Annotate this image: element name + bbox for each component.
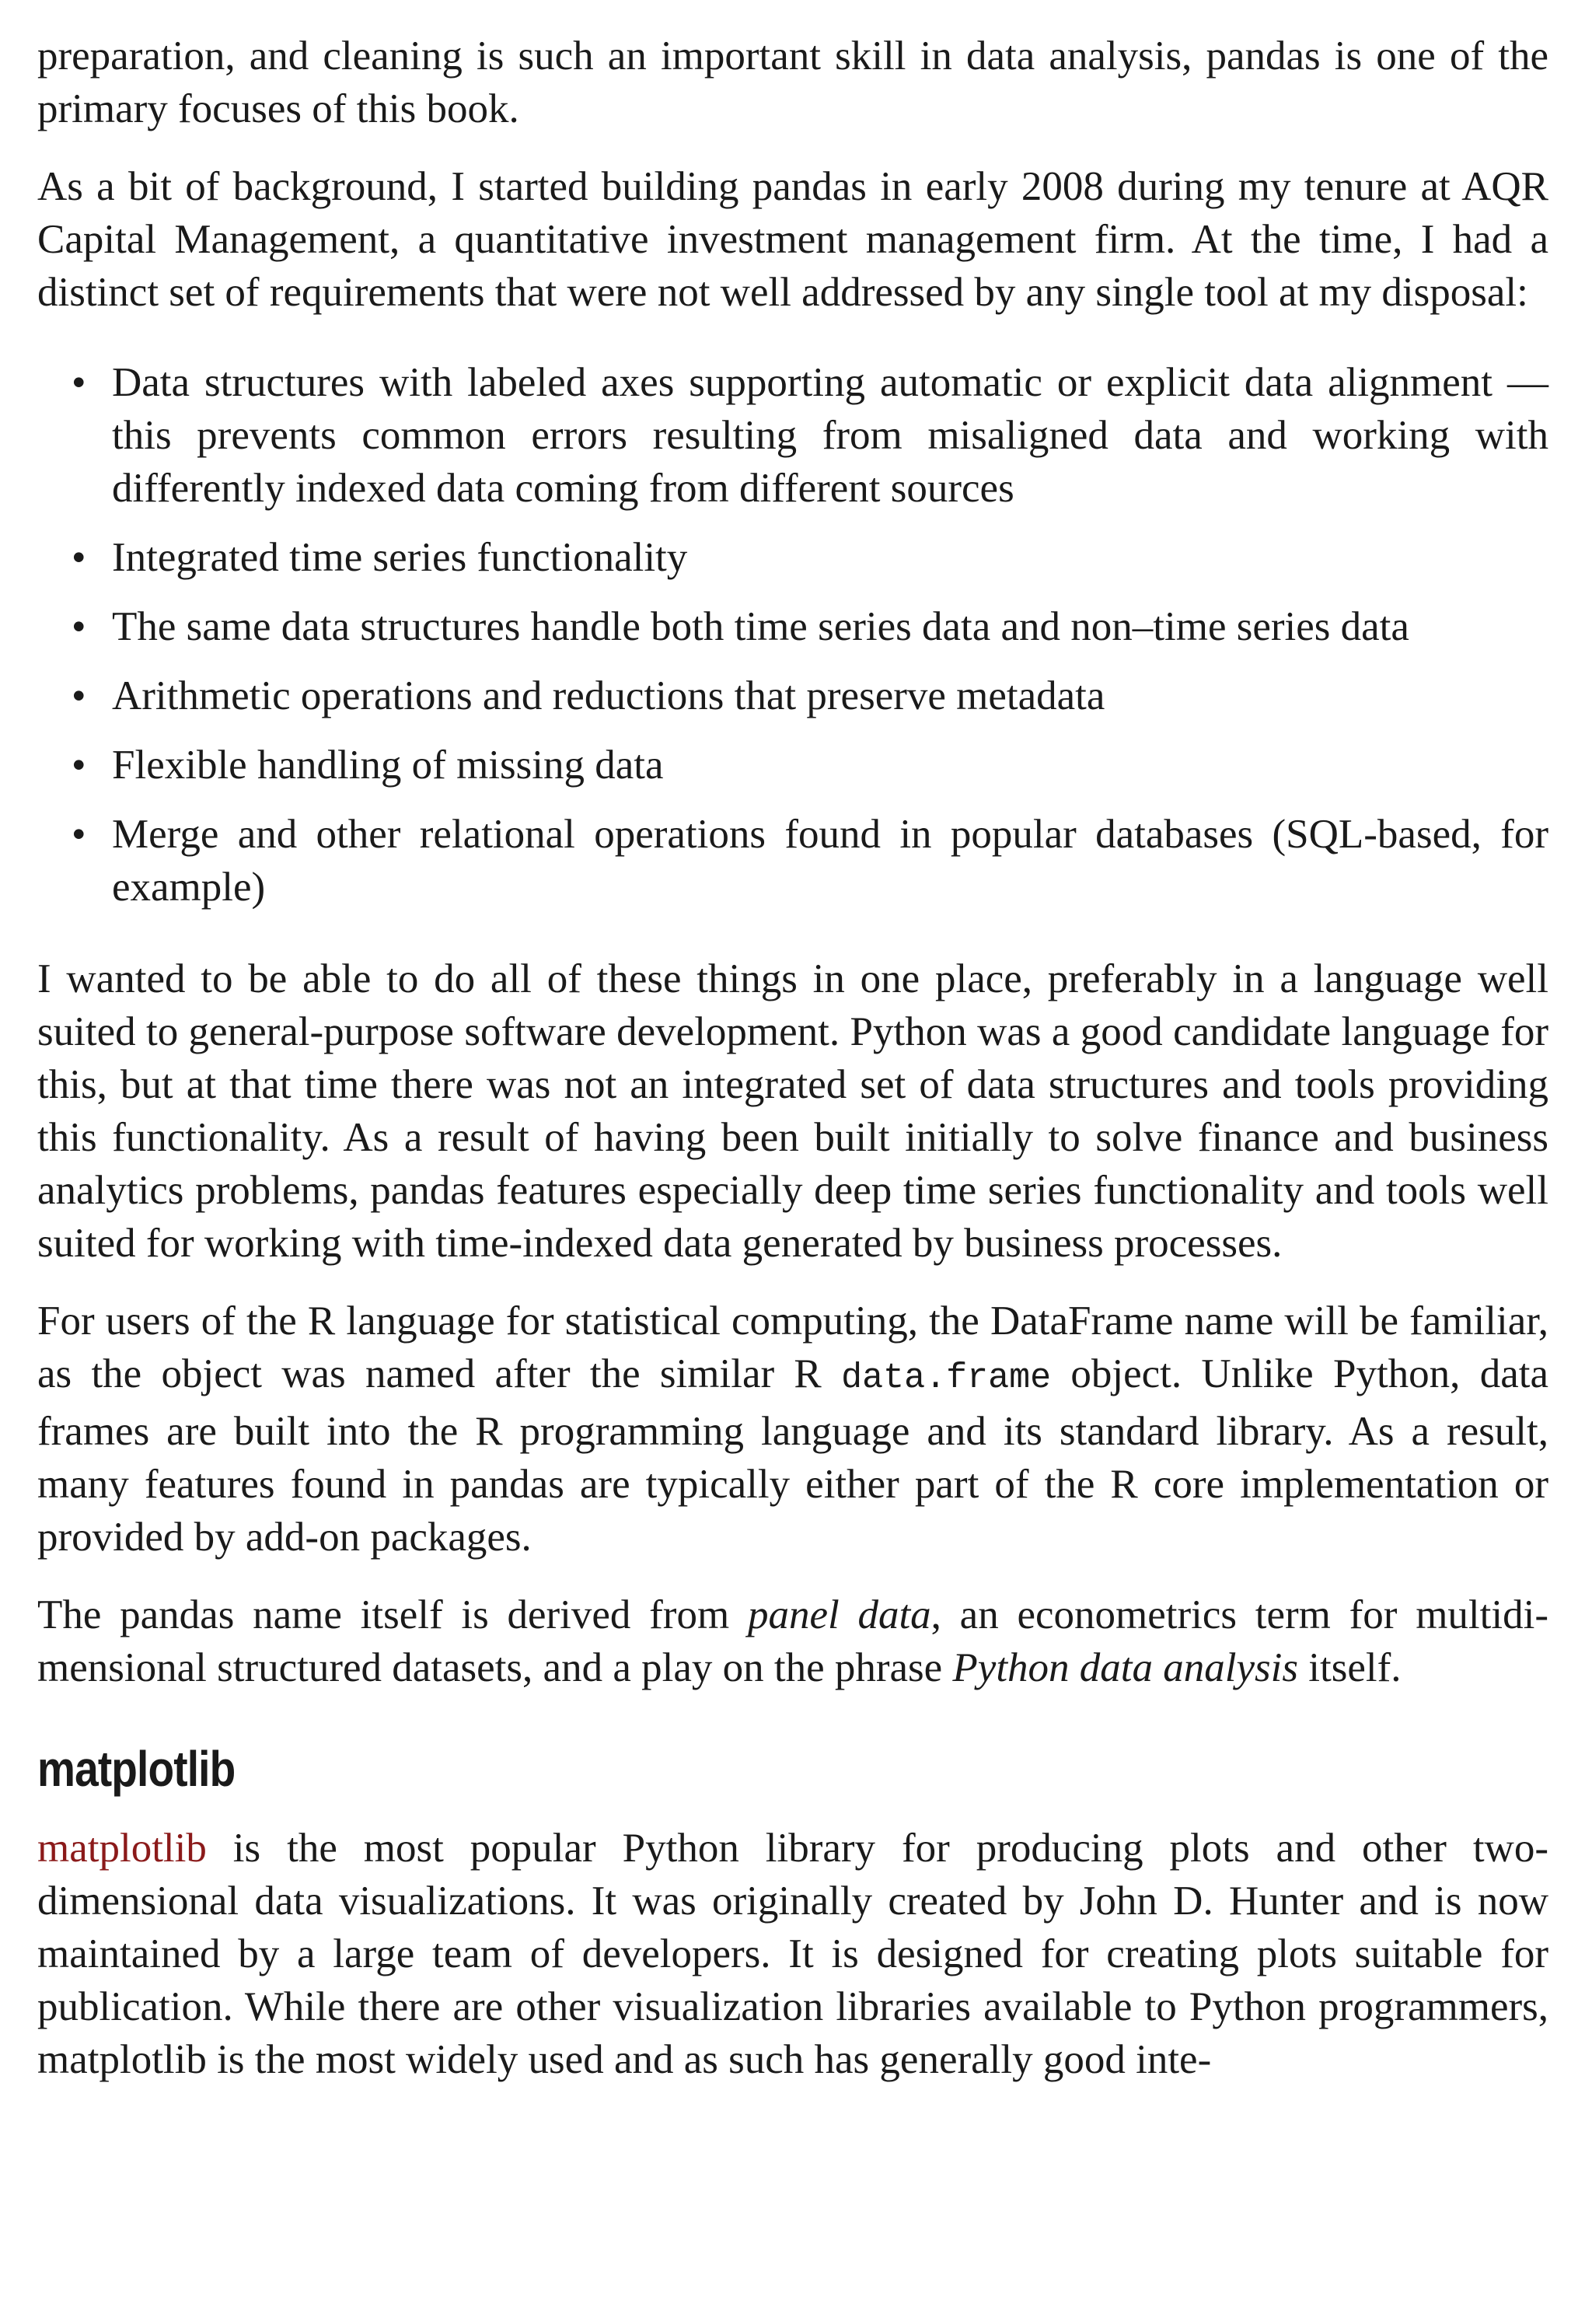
paragraph-matplotlib <box>37 1822 1548 2086</box>
bullet-icon: • <box>72 535 86 580</box>
matplotlib-link[interactable]: matplotlib <box>37 1826 207 1871</box>
text-segment: For users of the R language for statistical computing, the DataFrame name will be familiar, as the object was named after the similar R <box>37 1298 1548 1396</box>
section-heading-matplotlib: matplotlib <box>37 1741 236 1797</box>
text-segment: itself. <box>1298 1645 1402 1690</box>
text-segment: object. Unlike Python, data frames are built into the R programming language and its standard library. As a result, many features found in pandas are typically either part of the R core implementation or provided by add-on packages. <box>37 1351 1548 1560</box>
bullet-icon: • <box>72 743 86 788</box>
inline-code: data.frame <box>841 1358 1052 1398</box>
emphasis-python-data-analysis: Python data analysis <box>952 1645 1298 1690</box>
list-item-text: Flexible handling of missing data <box>112 743 664 788</box>
paragraph-background: As a bit of background, I started building pandas in early 2008 during my tenure at AQR Capital Management, a quantitative investment management firm. At the time, I had a distinct set of requirements that were not well addressed by any single tool at my disposal: <box>37 164 1548 315</box>
list-item <box>72 531 1548 584</box>
list-item <box>72 808 1548 914</box>
text-segment: , an econometrics term for multidimensional structured datasets, and a play on the phrase <box>37 1592 1548 1690</box>
bullet-icon: • <box>72 812 86 857</box>
page-content <box>37 30 1548 2111</box>
requirements-list <box>37 356 1548 914</box>
paragraph-name-origin <box>37 1588 1548 1694</box>
list-item <box>72 669 1548 722</box>
list-item <box>72 356 1548 515</box>
list-item-text: The same data structures handle both time series data and non–time series data <box>112 604 1409 649</box>
paragraph-motivation: I wanted to be able to do all of these things in one place, preferably in a language well suited to general-purpose software development. Python was a good candidate language for this, but at that time there was not an integrated set of data structures and tools providing this functionality. As a result of having been built initially to solve finance and business analytics problems, pandas features especially deep time series functionality and tools well suited for working with time-indexed data generated by business processes. <box>37 956 1548 1266</box>
paragraph-pandas-intro-end: preparation, and cleaning is such an important skill in data analysis, pandas is one of the primary focuses of this book. <box>37 33 1548 131</box>
paragraph-r-language <box>37 1295 1548 1564</box>
text-segment: The pandas name itself is derived from <box>37 1592 748 1637</box>
list-item <box>72 739 1548 792</box>
list-item-text: Merge and other relational operations found in popular databases (SQL-based, for example) <box>112 812 1548 910</box>
list-item-text: Arithmetic operations and reductions that preserve metadata <box>112 673 1105 718</box>
text-segment: is the most popular Python library for producing plots and other two-dimensional data visualizations. It was originally created by John D. Hunter and is now maintained by a large team of developers. It is designed for creating plots suitable for publication. While there are other visualization libraries available to Python programmers, matplotlib is the most widely used and as such has generally good inte- <box>37 1826 1548 2082</box>
list-item-text: Data structures with labeled axes supporting automatic or explicit data alignment —this prevents common errors resulting from misaligned data and working with differently indexed data coming from different sources <box>112 360 1548 511</box>
emphasis-panel-data: panel data <box>747 1592 931 1637</box>
list-item-text: Integrated time series functionality <box>112 535 688 580</box>
list-item <box>72 600 1548 653</box>
bullet-icon: • <box>72 673 86 718</box>
bullet-icon: • <box>72 604 86 649</box>
bullet-icon: • <box>72 360 86 405</box>
